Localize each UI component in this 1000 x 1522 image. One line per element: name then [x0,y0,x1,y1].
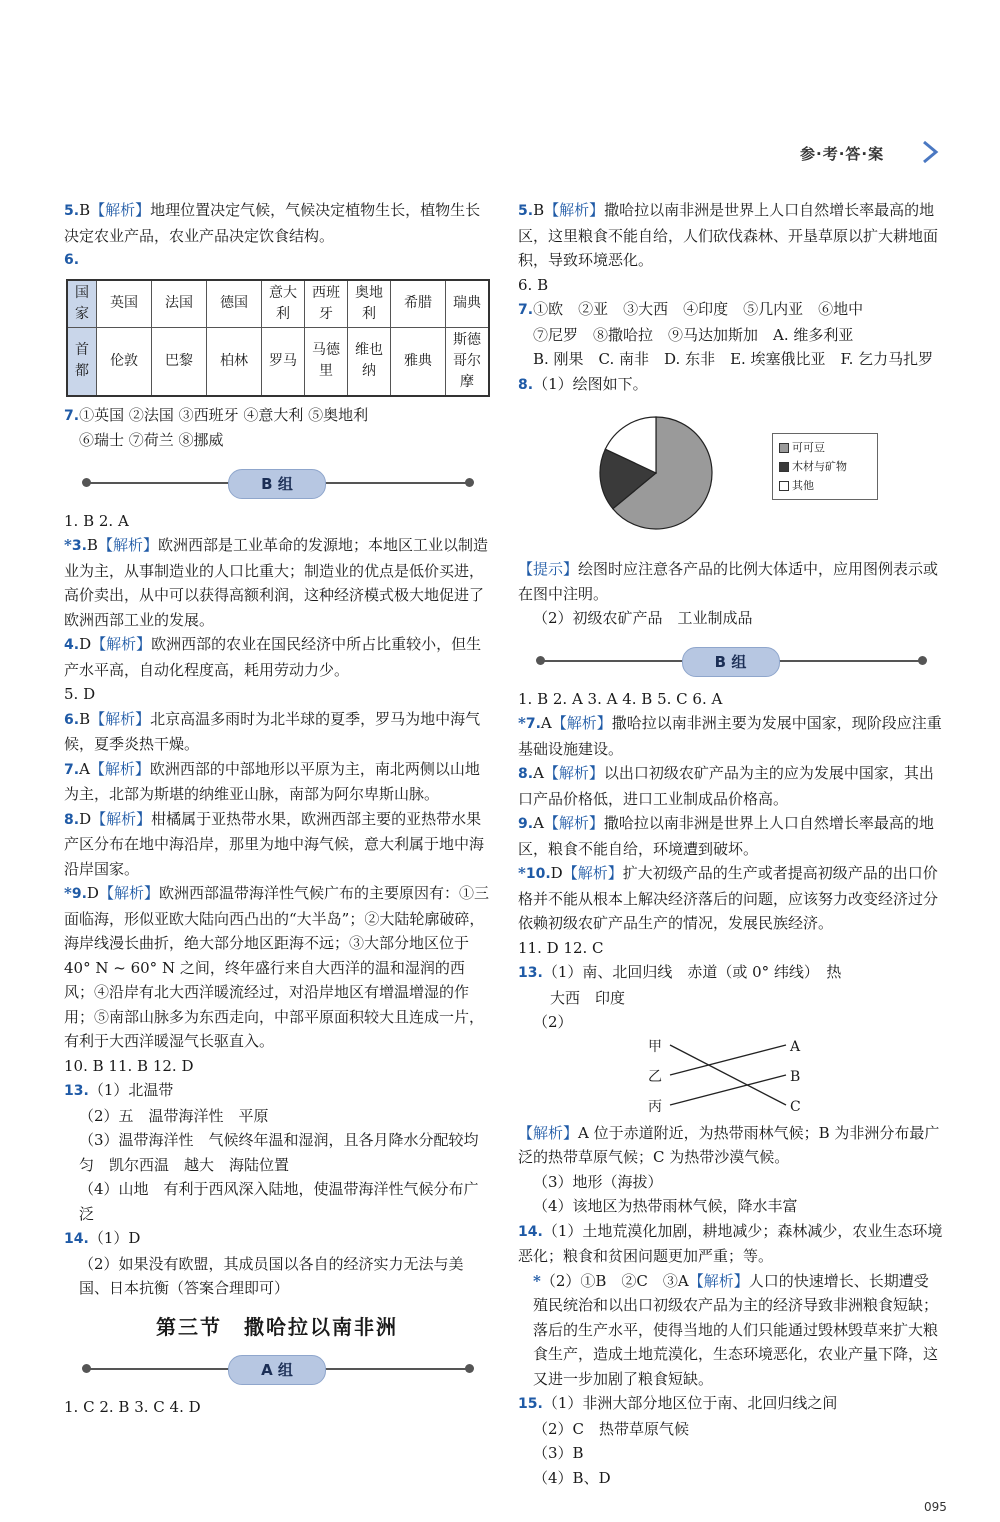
left-b1: 1. B 2. A [64,511,129,530]
left-b10: 10. B 11. B 12. D [64,1056,194,1075]
left-b14-p2: （2）如果没有欧盟，其成员国以各自的经济实力无法与美国、日本抗衡（答案合理即可） [79,1254,464,1297]
right-b14-p2: *（2）①B ②C ③A【解析】人口的快速增长、长期遭受殖民统治和以出口初级农产品为主的经济导致非洲粮食短缺；落后的生产水平，使得当地的人们只能通过毁林毁草来扩大粮食生产，造成土地荒漠化，生态环境恶化，农业产量下降，这又进一步加剧了粮食短缺。 [533,1271,939,1388]
left-b3: *3.B【解析】欧洲西部是工业革命的发源地；本地区工业以制造业为主，从事制造业的人口比重大；制造业的优点是低价买进，高价卖出，从中可以获得高额利润，这种经济模式极大地促进了欧洲西部工业的发展。 [64,536,488,629]
chart-legend [772,433,878,500]
right-q8-hint: 【提示】绘图时应注意各产品的比例大体适中，应用图例表示或在图中注明。 [518,560,939,603]
table-cell: 马德里 [305,327,348,396]
matching-lines [668,1035,788,1115]
group-a-divider [64,1349,490,1389]
right-column [518,198,943,1490]
right-q7: 7.①欧 ②亚 ③大西 ④印度 ⑤几内亚 ⑥地中 [518,300,864,318]
left-b13-p3: （3）温带海洋性 气候终年温和湿润，且各月降水分配较均匀 凯尔西温 越大 海陆位置 [79,1131,479,1174]
left-column [64,198,490,1420]
table-cell: 意大利 [262,280,305,328]
match-left-label: 丙 [648,1098,662,1115]
table-head-capital: 首都 [67,327,97,396]
right-b11: 11. D 12. C [518,938,604,957]
pie-chart-area [518,397,943,557]
match-left-label: 甲 [648,1038,662,1055]
table-row [67,327,489,396]
group-b-label-right: B 组 [682,647,780,677]
left-b6: 6.B【解析】北京高温多雨时为北半球的夏季，罗马为地中海气候，夏季炎热干燥。 [64,709,481,753]
table-cell: 维也纳 [348,327,391,396]
table-cell: 德国 [207,280,262,328]
group-b-label: B 组 [228,469,326,499]
legend-swatch [779,481,789,491]
right-b7: *7.A【解析】撒哈拉以南非洲主要为发展中国家，现阶段应注重基础设施建设。 [518,714,942,758]
right-b15-p4: （4）B、D [533,1468,611,1487]
right-b15: 15.（1）非洲大部分地区位于南、北回归线之间 [518,1394,838,1412]
table-cell: 伦敦 [97,327,152,396]
right-q7-line2: ⑦尼罗 ⑧撒哈拉 ⑨马达加斯加 A. 维多利亚 [533,325,854,344]
right-b13-p4: （4）该地区为热带雨林气候，降水丰富 [533,1197,798,1215]
table-head-country: 国家 [67,280,97,328]
table-cell: 奥地利 [348,280,391,328]
legend-item: 木材与矿物 [779,457,871,476]
left-b9: *9.D【解析】欧洲西部温带海洋性气候广布的主要原因有：①三面临海，形似亚欧大陆向西凸出的“大半岛”；②大陆轮廓破碎，海岸线漫长曲折，绝大部分地区距海不远；③大部分地区位于 40° N ~ 60° N 之间，终年盛行来自大西洋的温和湿润的西风；④沿岸有北大西洋暖流经过，对沿岸地区有增温增湿的作用；⑤南部山脉多为东西走向，中部平原面积较大且连成一片，有利于大西洋暖湿气长驱直入。 [64,884,489,1050]
right-b9: 9.A【解析】撒哈拉以南非洲是世界上人口自然增长率最高的地区，粮食不能自给，环境遭到破坏。 [518,814,934,858]
right-b10: *10.D【解析】扩大初级产品的生产或者提高初级产品的出口价格并不能从根本上解决经济落后的问题，应该努力改变经济过分依赖初级农矿产品生产的情况，发展民族经济。 [518,864,939,932]
match-right-label: C [790,1098,801,1115]
page-header: 参·考·答·案 [800,145,885,163]
right-b13-p1b: 大西 印度 [550,988,626,1007]
table-cell: 希腊 [391,280,446,328]
left-b5: 5. D [64,685,96,703]
left-q5: 5.B【解析】地理位置决定气候，气候决定植物生长，植物生长决定农业产品，农业产品决定饮食结构。 [64,201,481,245]
right-b13: 13.（1）南、北回归线 赤道（或 0° 纬线） 热 [518,963,842,981]
left-b4: 4.D【解析】欧洲西部的农业在国民经济中所占比重较小，但生产水平高，自动化程度高，耗用劳动力少。 [64,635,482,679]
match-line [670,1045,786,1105]
table-cell: 雅典 [391,327,446,396]
left-q7: 7.①英国 ②法国 ③西班牙 ④意大利 ⑤奥地利 [64,405,369,424]
group-b-divider [64,463,490,503]
match-line [670,1075,786,1105]
left-q6-number: 6. [64,252,80,268]
pie-chart [596,413,716,533]
table-cell: 罗马 [262,327,305,396]
chevron-right-icon [918,140,942,164]
right-b14: 14.（1）土地荒漠化加剧，耕地减少；森林减少，农业生态环境恶化；粮食和贫困问题更加严重；等。 [518,1221,943,1265]
right-b15-p2: （2）C 热带草原气候 [533,1419,690,1438]
right-b15-p3: （3）B [533,1444,584,1462]
legend-swatch [779,462,789,472]
right-q6: 6. B [518,275,549,294]
left-q7-line2: ⑥瑞士 ⑦荷兰 ⑧挪威 [79,431,224,449]
right-b13-expl: 【解析】A 位于赤道附近，为热带雨林气候；B 为非洲分布最广泛的热带草原气候；C 为热带沙漠气候。 [518,1123,940,1166]
table-cell: 英国 [97,280,152,328]
match-line [670,1045,786,1075]
right-b13-p3: （3）地形（海拔） [533,1172,663,1191]
right-q8-p2: （2）初级农矿产品 工业制成品 [533,609,753,627]
right-b8: 8.A【解析】以出口初级农矿产品为主的应为发展中国家，其出口产品价格低，进口工业制成品价格高。 [518,764,934,808]
left-b13-p4: （4）山地 有利于西风深入陆地，使温带海洋性气候分布广泛 [79,1180,479,1223]
table-cell: 西班牙 [305,280,348,328]
left-b13: 13.（1）北温带 [64,1081,174,1099]
legend-swatch [779,443,789,453]
legend-item: 其他 [779,476,871,495]
match-left-label: 乙 [648,1068,662,1085]
left-b7: 7.A【解析】欧洲西部的中部地形以平原为主，南北两侧以山地为主，北部为斯堪的纳维亚山脉，南部为阿尔卑斯山脉。 [64,759,480,803]
right-q8: 8.（1）绘图如下。 [518,374,648,393]
capitals-table [66,279,490,397]
table-cell: 法国 [152,280,207,328]
page-number: 095 [924,1500,947,1514]
table-cell: 斯德哥尔摩 [446,327,490,396]
left-b14: 14.（1）D [64,1229,141,1247]
match-right-label: A [790,1038,801,1055]
right-q7-line3: B. 刚果 C. 南非 D. 东非 E. 埃塞俄比亚 F. 乞力马扎罗 [533,350,934,368]
group-b-divider-right [518,641,943,681]
table-cell: 瑞典 [446,280,490,328]
group-a-label: A 组 [228,1355,326,1385]
table-row [67,280,489,328]
left-b8: 8.D【解析】柑橘属于亚热带水果，欧洲西部主要的亚热带水果产区分布在地中海沿岸，那里为地中海气候，意大利属于地中海沿岸国家。 [64,809,485,878]
right-b1: 1. B 2. A 3. A 4. B 5. C 6. A [518,689,723,708]
right-b13-p2: （2） [533,1013,573,1031]
table-cell: 巴黎 [152,327,207,396]
match-right-label: B [790,1068,801,1085]
legend-item: 可可豆 [779,438,871,457]
table-cell: 柏林 [207,327,262,396]
section-title: 第三节 撒哈拉以南非洲 [156,1314,398,1339]
left-a1: 1. C 2. B 3. C 4. D [64,1398,201,1416]
matching-diagram [648,1035,943,1121]
left-b13-p2: （2）五 温带海洋性 平原 [79,1106,269,1125]
right-q5: 5.B【解析】撒哈拉以南非洲是世界上人口自然增长率最高的地区，这里粮食不能自给，人们砍伐森林、开垦草原以扩大耕地面积，导致环境恶化。 [518,201,939,269]
